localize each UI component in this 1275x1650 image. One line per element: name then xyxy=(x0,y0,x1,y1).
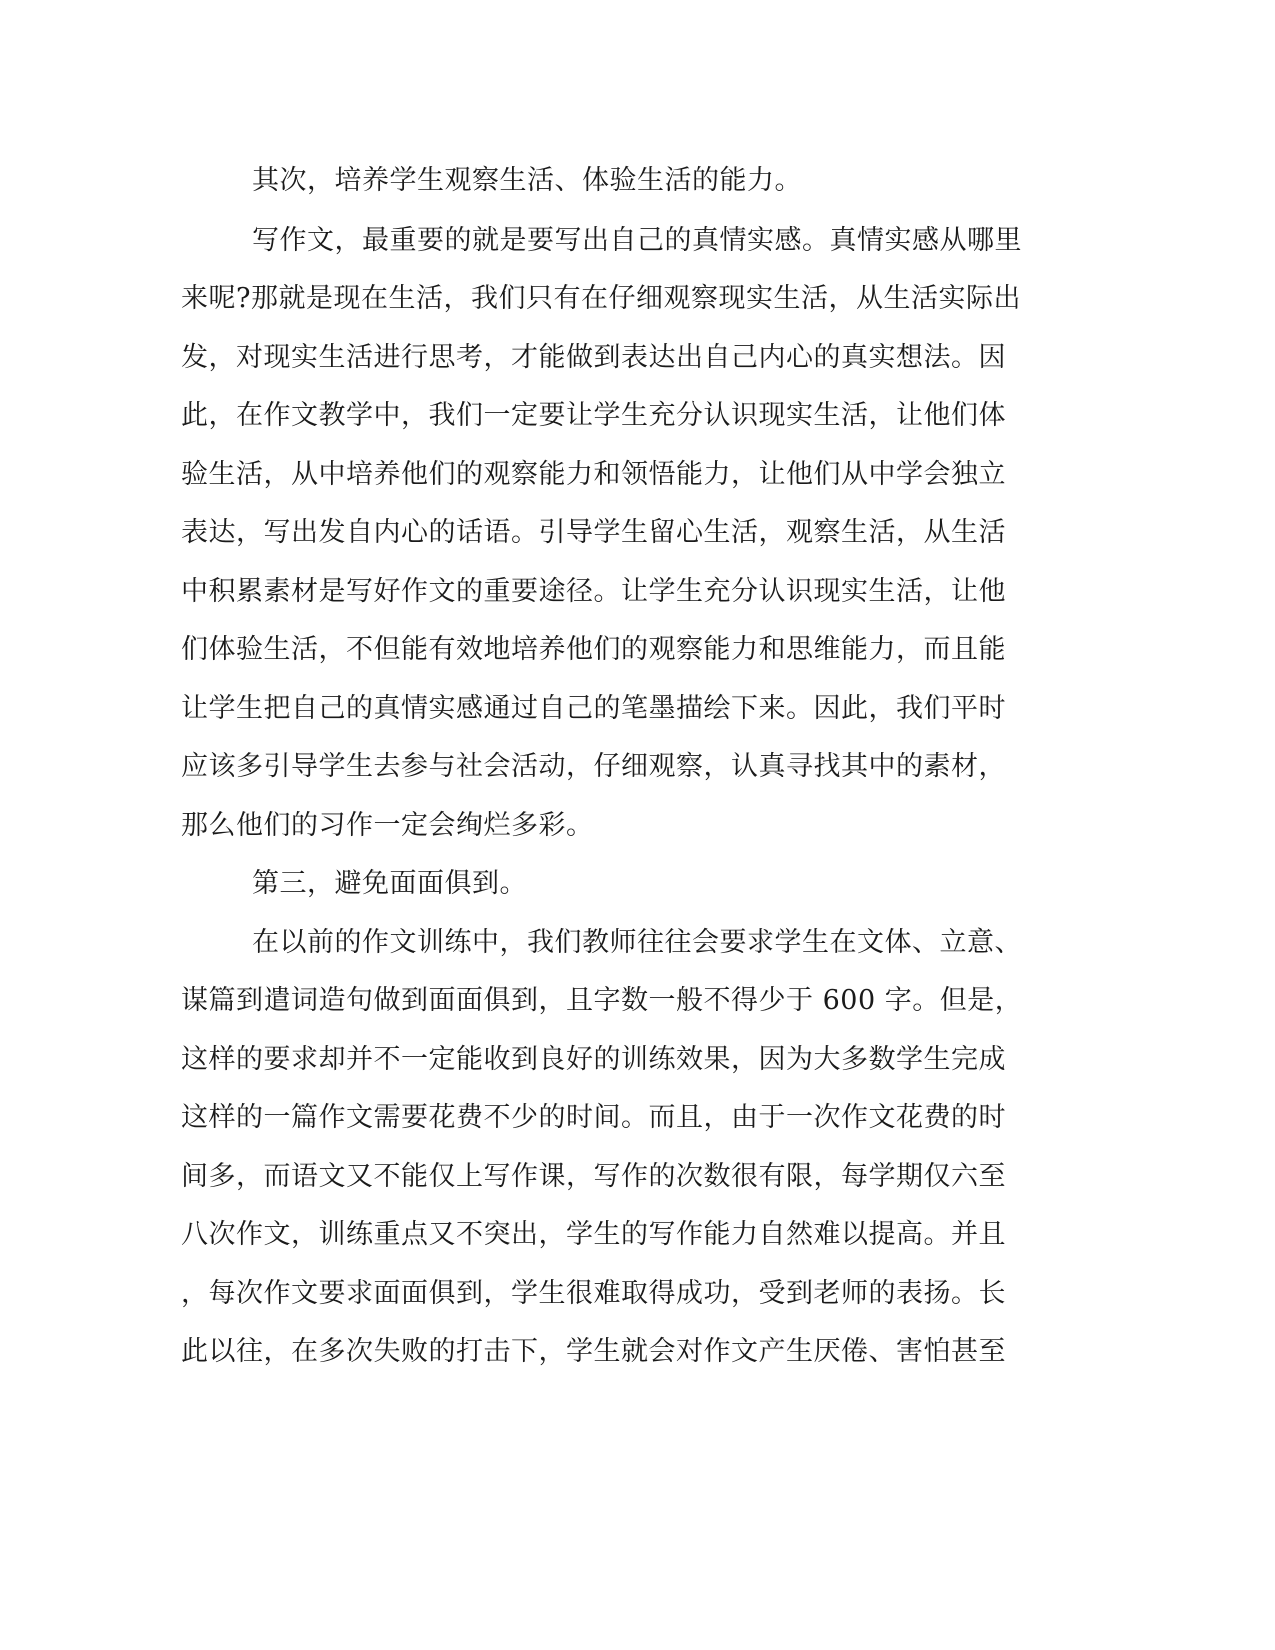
line-text: 八次作文，训练重点又不突出，学生的写作能力自然难以提高。并且 xyxy=(181,1219,1006,1250)
text-line xyxy=(0,219,1275,263)
text-line xyxy=(0,511,1275,555)
text-line xyxy=(0,921,1275,965)
text-line xyxy=(0,1213,1275,1257)
text-line xyxy=(0,628,1275,672)
text-line xyxy=(0,453,1275,497)
line-text: 间多，而语文又不能仅上写作课，写作的次数很有限，每学期仅六至 xyxy=(181,1161,1006,1192)
text-line xyxy=(0,277,1275,321)
line-text: 让学生把自己的真情实感通过自己的笔墨描绘下来。因此，我们平时 xyxy=(181,693,1006,724)
line-text: 这样的一篇作文需要花费不少的时间。而且，由于一次作文花费的时 xyxy=(181,1102,1006,1133)
line-text: 这样的要求却并不一定能收到良好的训练效果，因为大多数学生完成 xyxy=(181,1044,1006,1075)
line-text: 来呢?那就是现在生活，我们只有在仔细观察现实生活，从生活实际出 xyxy=(181,283,1021,314)
line-text: 发，对现实生活进行思考，才能做到表达出自己内心的真实想法。因 xyxy=(181,342,1006,373)
text-line xyxy=(0,1330,1275,1374)
line-text: 其次，培养学生观察生活、体验生活的能力。 xyxy=(252,165,802,196)
line-text: 们体验生活，不但能有效地培养他们的观察能力和思维能力，而且能 xyxy=(181,634,1006,665)
line-text: 此以往，在多次失败的打击下，学生就会对作文产生厌倦、害怕甚至 xyxy=(181,1336,1006,1367)
text-line xyxy=(0,745,1275,789)
line-text: 在以前的作文训练中，我们教师往往会要求学生在文体、立意、 xyxy=(252,927,1022,958)
line-text: 验生活，从中培养他们的观察能力和领悟能力，让他们从中学会独立 xyxy=(181,459,1006,490)
text-line xyxy=(0,336,1275,380)
line-text: ，每次作文要求面面俱到，学生很难取得成功，受到老师的表扬。长 xyxy=(181,1278,1006,1309)
line-text: 那么他们的习作一定会绚烂多彩。 xyxy=(181,810,594,841)
line-text: 第三，避免面面俱到。 xyxy=(252,868,527,899)
text-line xyxy=(0,570,1275,614)
line-text: 此，在作文教学中，我们一定要让学生充分认识现实生活，让他们体 xyxy=(181,400,1006,431)
line-text: 谋篇到遣词造句做到面面俱到，且字数一般不得少于 600 字。但是， xyxy=(181,985,1023,1016)
line-text: 表达，写出发自内心的话语。引导学生留心生活，观察生活，从生活 xyxy=(181,517,1006,548)
line-text: 写作文，最重要的就是要写出自己的真情实感。真情实感从哪里 xyxy=(252,225,1022,256)
text-line xyxy=(0,979,1275,1023)
text-line xyxy=(0,862,1275,906)
text-line xyxy=(0,804,1275,848)
text-line xyxy=(0,1272,1275,1316)
line-text: 中积累素材是写好作文的重要途径。让学生充分认识现实生活，让他 xyxy=(181,576,1006,607)
line-text: 应该多引导学生去参与社会活动，仔细观察，认真寻找其中的素材， xyxy=(181,751,1006,782)
text-line xyxy=(0,394,1275,438)
text-line xyxy=(0,159,1275,203)
text-line xyxy=(0,1155,1275,1199)
text-line xyxy=(0,1038,1275,1082)
text-line xyxy=(0,1096,1275,1140)
text-line xyxy=(0,687,1275,731)
